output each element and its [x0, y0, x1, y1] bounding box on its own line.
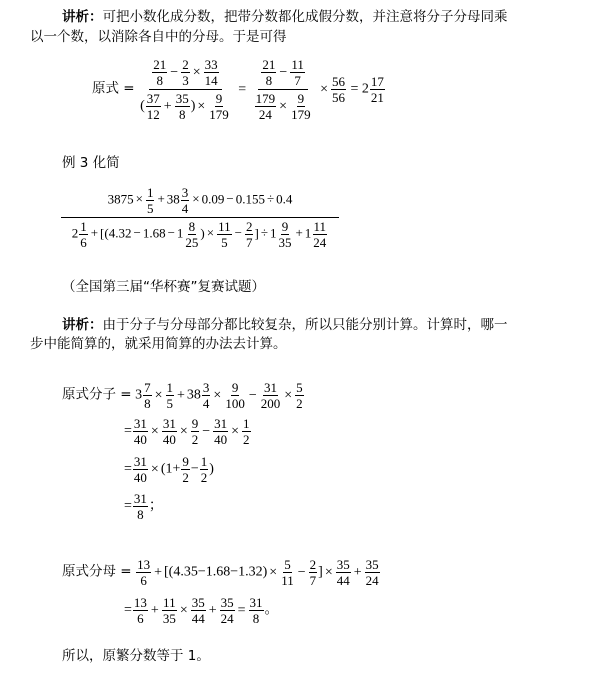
- numerator-step-4-punct: ；: [148, 498, 163, 514]
- equation-1-fraction-b: $\frac{21}{8}$ − $\frac{11}{7}$ $\frac{179}{24}$ × $\frac{9}{179}$: [255, 57, 311, 122]
- denominator-step-2-punct: 。: [264, 602, 279, 618]
- analysis-label-2: 讲析：: [62, 317, 103, 333]
- numerator-step-1: 原式分子 = 3 $\frac{7}{8}$ × $\frac{1}{5}$ + 38 $\frac{3}{4}$ × $\frac{9}{100}$ − $\frac{31}{200}$ × $\frac{5}{2}$: [62, 380, 303, 411]
- denominator-step-2: = $\frac{13}{6}$ + $\frac{11}{35}$ × $\frac{35}{44}$ + $\frac{35}{24}$ = $\frac{31}{8}$ 。: [124, 595, 279, 626]
- analysis-paragraph-1-line-1: [62, 7, 508, 27]
- numerator-step-4: = $\frac{31}{8}$ ；: [124, 491, 163, 522]
- analysis-label: 讲析：: [62, 9, 103, 25]
- analysis-paragraph-2-line-1: [62, 315, 508, 335]
- analysis-text-2: 由于分子与分母部分都比较复杂，所以只能分别计算。计算时，哪一: [102, 317, 508, 333]
- numerator-step-3: = $\frac{31}{40}$ × (1+ $\frac{9}{2}$ − $\frac{1}{2}$ ): [124, 454, 214, 485]
- analysis-paragraph-2-line-2: 步中能简算的，就采用简算的办法去计算。: [30, 336, 287, 352]
- equation-1: 原式 = $\frac{21}{8}$ − $\frac{2}{3}$ × $\frac{33}{14}$ ( $\frac{37}{12}$ + $\frac{35}{8}$ ) × $\frac{9}{179}$ = $\frac{21}{8}$ − $\frac{11}{7}$ $\frac{179}{24}$ × $\frac{9}{179}$ × $\frac{56}{56}$ = 2 $\frac{17}{21}$: [92, 57, 384, 122]
- analysis-paragraph-1-line-2: 以一个数，以消除各自中的分母。于是可得: [30, 29, 287, 45]
- equation-1-result: = 2: [350, 81, 369, 97]
- conclusion: 所以，原繁分数等于 1。: [62, 648, 210, 664]
- equation-1-lhs: 原式 =: [92, 80, 135, 97]
- denominator-label: 原式分母 =: [62, 563, 132, 580]
- analysis-text: 可把小数化成分数，把带分数都化成假分数，并注意将分子分母同乘: [102, 9, 508, 25]
- equation-1-fraction-a: $\frac{21}{8}$ − $\frac{2}{3}$ × $\frac{33}{14}$ ( $\frac{37}{12}$ + $\frac{35}{8}$ ) × $\frac{9}{179}$: [140, 57, 229, 122]
- numerator-step-2: = $\frac{31}{40}$ × $\frac{31}{40}$ × $\frac{9}{2}$ − $\frac{31}{40}$ × $\frac{1}{2}$: [124, 416, 250, 447]
- numerator-label: 原式分子 =: [62, 386, 132, 403]
- equation-1-result-fraction: $\frac{17}{21}$: [370, 74, 384, 105]
- example-title: 例 3 化简: [62, 155, 120, 171]
- denominator-step-1: 原式分母 = $\frac{13}{6}$ + [(4.35−1.68−1.32) × $\frac{5}{11}$ − $\frac{2}{7}$ ] × $\frac{35}{44}$ + $\frac{35}{24}$: [62, 557, 379, 588]
- complex-fraction: 3875 × $\frac{1}{5}$ + 38 $\frac{3}{4}$ × 0.09 − 0.155 ÷ 0.4 2 $\frac{1}{6}$ + [(4.32 − 1.68 − 1 $\frac{8}{25}$ ) × $\frac{11}{5}$ − $\frac{2}{7}$ ] ÷ 1 $\frac{9}{35}$ + 1 $\frac{11}{24}$: [60, 186, 340, 249]
- source-note: （全国第三届“华杯赛”复赛试题）: [62, 279, 265, 295]
